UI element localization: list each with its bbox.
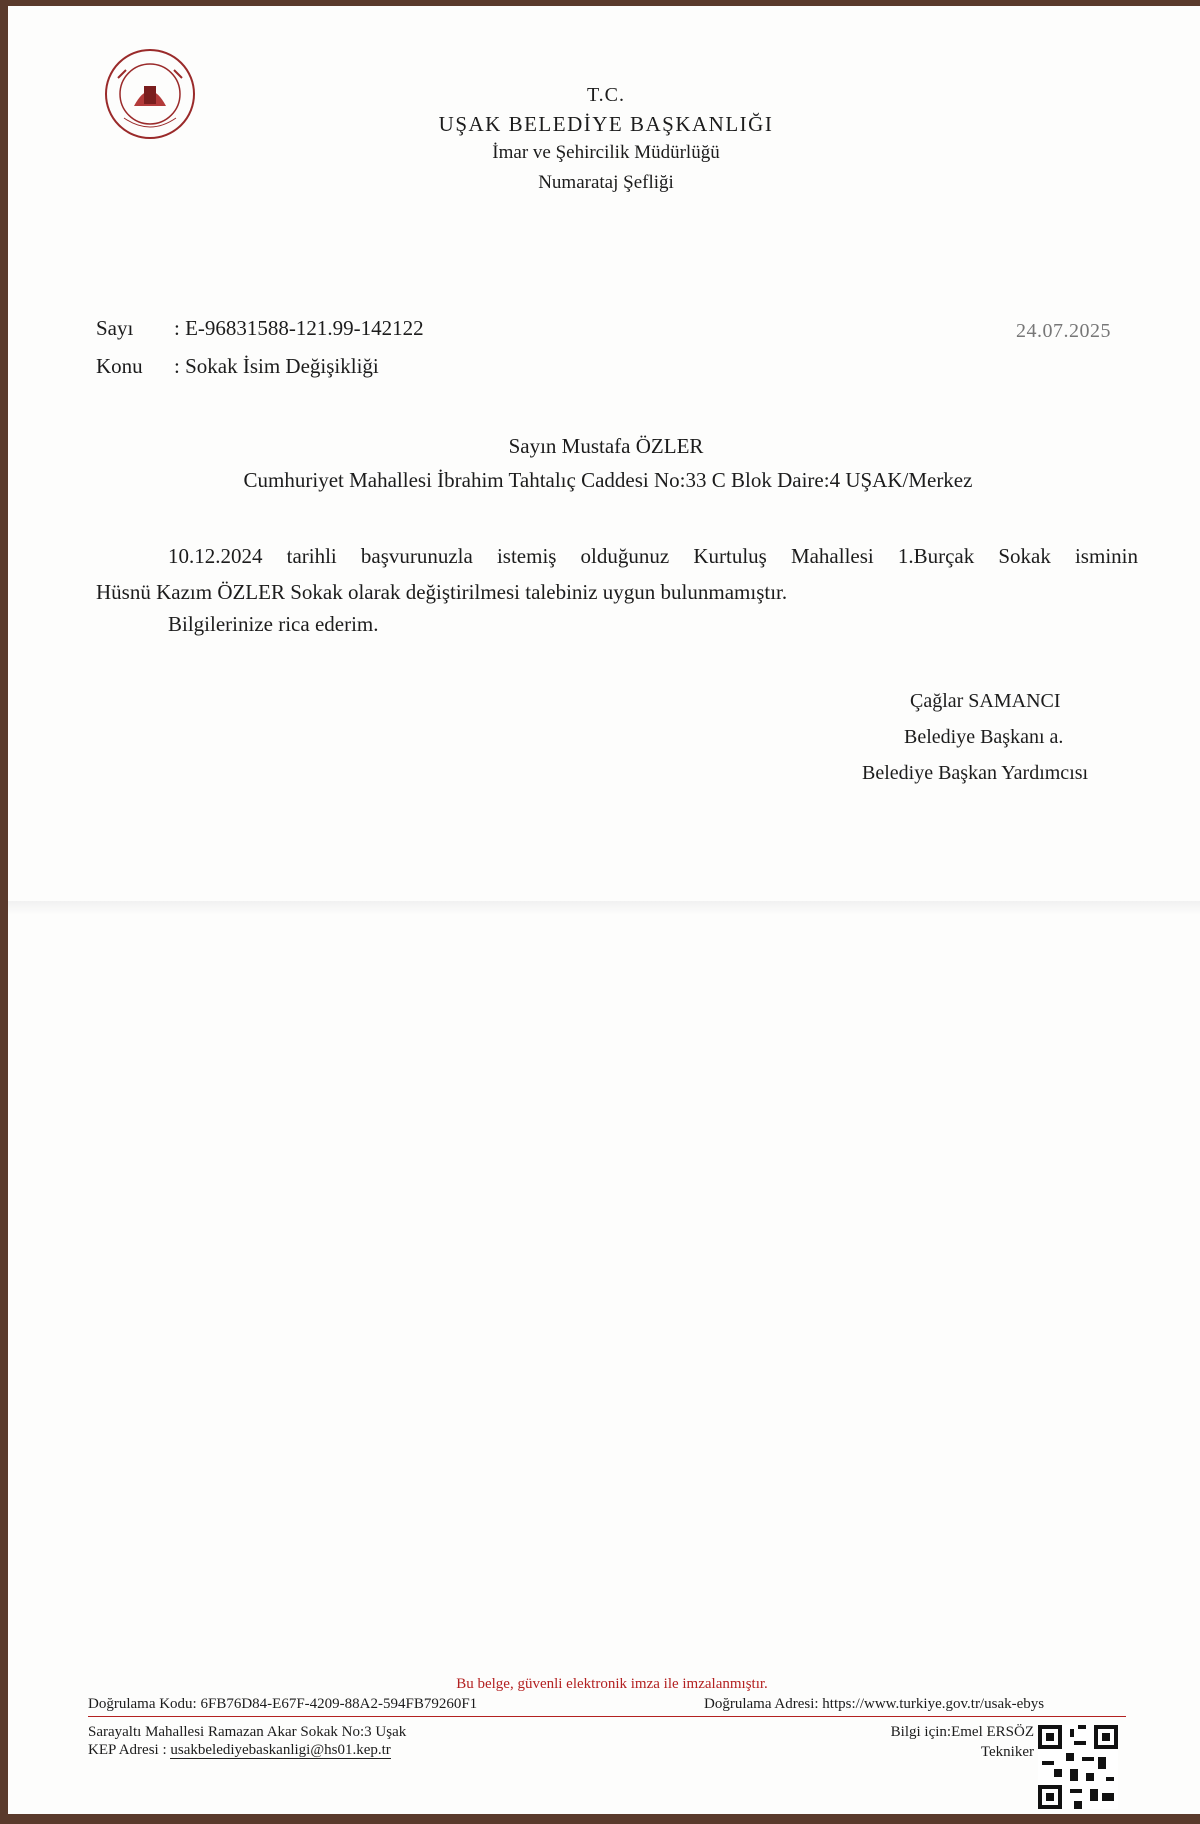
e-signature-note: Bu belge, güvenli elektronik imza ile imzalanmıştır. bbox=[456, 1676, 768, 1692]
office-address: Sarayaltı Mahallesi Ramazan Akar Sokak No:3 Uşak bbox=[88, 1724, 407, 1740]
sayi-label: Sayı bbox=[96, 316, 134, 340]
body-line-2: Hüsnü Kazım ÖZLER Sokak olarak değiştirilmesi talebiniz uygun bulunmamıştır. bbox=[96, 580, 788, 604]
recipient-name: Sayın Mustafa ÖZLER bbox=[508, 434, 704, 458]
header-tc: T.C. bbox=[586, 84, 626, 106]
signer-name: Çağlar SAMANCI bbox=[910, 690, 1061, 712]
konu-label: Konu bbox=[96, 354, 143, 378]
kep-email-link[interactable]: usakbelediyebaskanligi@hs01.kep.tr bbox=[170, 1742, 391, 1758]
document-date: 24.07.2025 bbox=[1016, 320, 1111, 342]
header-department: İmar ve Şehircilik Müdürlüğü bbox=[492, 142, 720, 163]
qr-code-icon bbox=[1038, 1724, 1118, 1810]
konu-value: : Sokak İsim Değişikliği bbox=[174, 354, 379, 378]
header-unit: Numarataj Şefliği bbox=[538, 172, 674, 193]
header-municipality: UŞAK BELEDİYE BAŞKANLIĞI bbox=[438, 112, 774, 136]
konu-row bbox=[96, 354, 379, 379]
sayi-value: : E-96831588-121.99-142122 bbox=[174, 316, 424, 340]
verification-code: Doğrulama Kodu: 6FB76D84-E67F-4209-88A2-594FB79260F1 bbox=[88, 1696, 478, 1712]
paper-fold bbox=[8, 901, 1200, 915]
recipient-address: Cumhuriyet Mahallesi İbrahim Tahtalıç Caddesi No:33 C Blok Daire:4 UŞAK/Merkez bbox=[243, 468, 973, 492]
body-line-3: Bilgilerinize rica ederim. bbox=[168, 612, 379, 636]
document-page bbox=[8, 6, 1200, 1814]
verification-url[interactable]: Doğrulama Adresi: https://www.turkiye.gov.tr/usak-ebys bbox=[704, 1696, 1045, 1712]
footer-divider bbox=[88, 1716, 1126, 1717]
signer-title-2: Belediye Başkan Yardımcısı bbox=[862, 762, 1089, 784]
kep-address-row bbox=[88, 1742, 391, 1759]
body-line-1: 10.12.2024 tarihli başvurunuzla istemiş olduğunuz Kurtuluş Mahallesi 1.Burçak Sokak isminin bbox=[168, 544, 1138, 568]
info-contact: Bilgi için:Emel ERSÖZ bbox=[890, 1724, 1034, 1740]
signer-title-1: Belediye Başkanı a. bbox=[904, 726, 1064, 748]
sayi-row bbox=[96, 316, 424, 341]
kep-label: KEP Adresi : bbox=[88, 1742, 171, 1758]
info-role: Tekniker bbox=[980, 1744, 1034, 1760]
